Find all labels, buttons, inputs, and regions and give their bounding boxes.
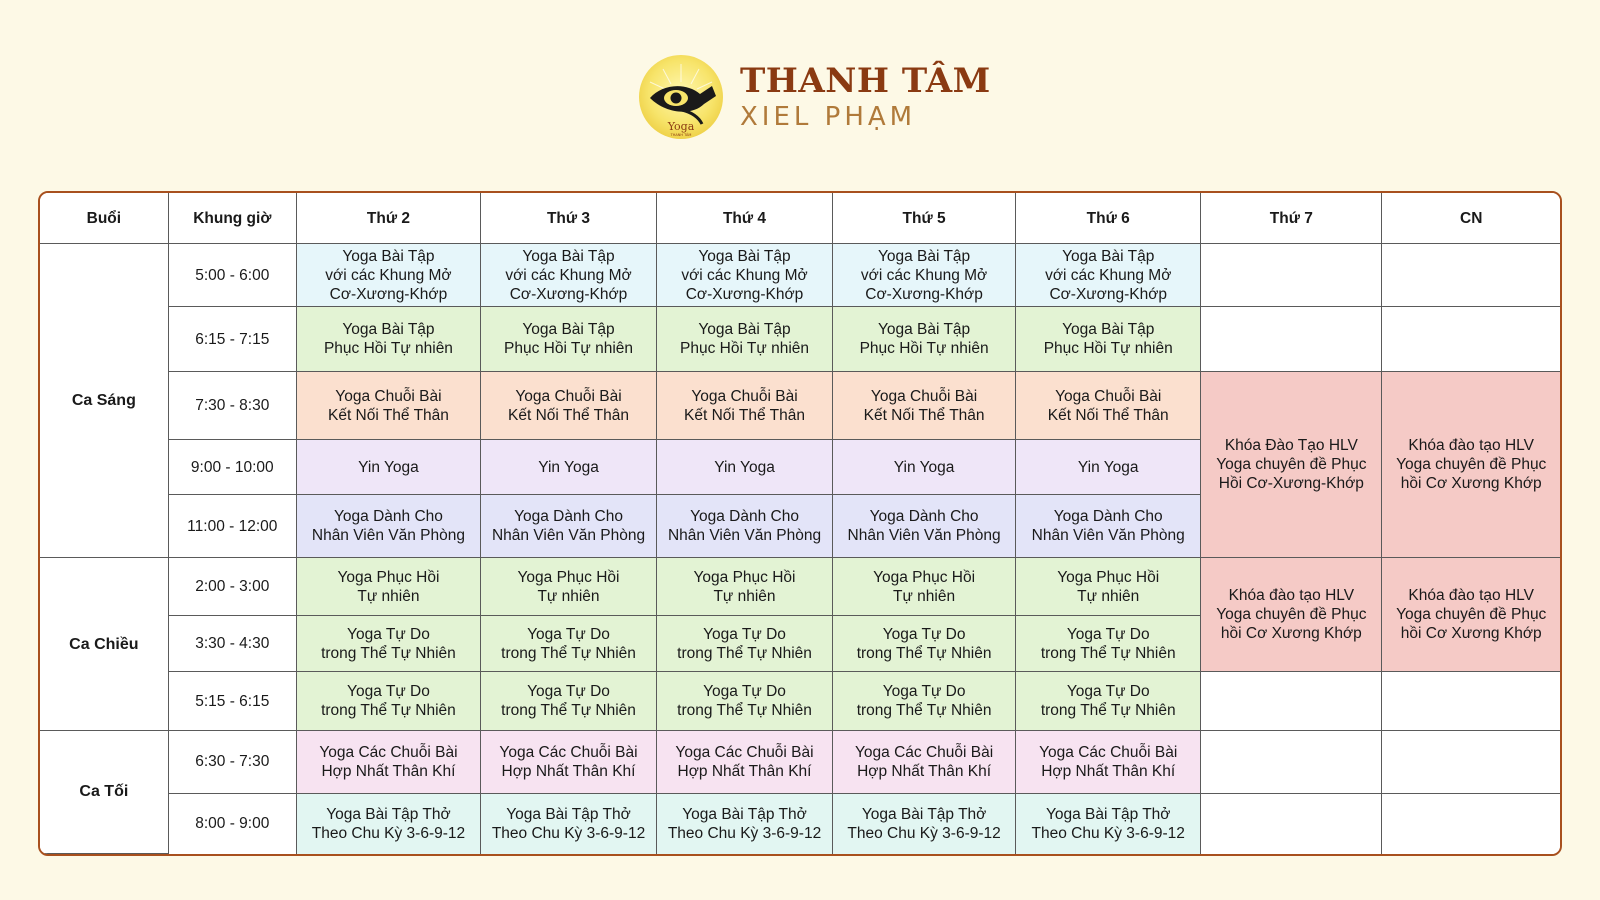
empty-cell — [1201, 793, 1382, 853]
empty-cell — [1201, 672, 1382, 731]
class-cell: Yoga Tự Do trong Thể Tự Nhiên — [296, 616, 480, 672]
class-cell: Yoga Bài Tập Thở Theo Chu Kỳ 3-6-9-12 — [1016, 793, 1201, 853]
class-cell: Yoga Các Chuỗi Bài Hợp Nhất Thân Khí — [481, 730, 657, 793]
class-cell: Yoga Tự Do trong Thể Tự Nhiên — [481, 672, 657, 731]
time-slot: 7:30 - 8:30 — [168, 372, 296, 440]
yoga-logo — [638, 54, 724, 140]
class-cell: Yoga Tự Do trong Thể Tự Nhiên — [1016, 672, 1201, 731]
training-course-cell: Khóa đào tạo HLV Yoga chuyên đề Phục hồi Cơ Xương Khớp — [1201, 558, 1382, 672]
class-cell: Yoga Bài Tập Phục Hồi Tự nhiên — [833, 307, 1016, 372]
empty-cell — [1201, 244, 1382, 307]
class-cell: Yoga Bài Tập với các Khung Mở Cơ-Xương-Khớp — [833, 244, 1016, 307]
class-cell: Yoga Chuỗi Bài Kết Nối Thể Thân — [1016, 372, 1201, 440]
empty-cell — [1201, 730, 1382, 793]
table-row — [40, 372, 1560, 440]
table-row — [40, 730, 1560, 793]
class-cell: Yoga Phục Hồi Tự nhiên — [1016, 558, 1201, 616]
brand-subtitle: XIEL PHẠM — [740, 102, 917, 132]
header-cell: Thứ 4 — [657, 193, 833, 244]
class-cell: Yoga Bài Tập Thở Theo Chu Kỳ 3-6-9-12 — [481, 793, 657, 853]
empty-cell — [1382, 672, 1560, 731]
table-row — [40, 793, 1560, 853]
time-slot: 5:15 - 6:15 — [168, 672, 296, 731]
time-slot: 6:15 - 7:15 — [168, 307, 296, 372]
class-cell: Yoga Bài Tập với các Khung Mở Cơ-Xương-Khớp — [657, 244, 833, 307]
time-slot: 8:00 - 9:00 — [168, 793, 296, 853]
class-cell: Yoga Dành Cho Nhân Viên Văn Phòng — [657, 495, 833, 558]
empty-cell — [1201, 307, 1382, 372]
class-cell: Yin Yoga — [296, 440, 480, 495]
class-cell: Yoga Chuỗi Bài Kết Nối Thể Thân — [296, 372, 480, 440]
class-cell: Yoga Các Chuỗi Bài Hợp Nhất Thân Khí — [657, 730, 833, 793]
class-cell: Yoga Các Chuỗi Bài Hợp Nhất Thân Khí — [1016, 730, 1201, 793]
header-row — [40, 193, 1560, 244]
class-cell: Yoga Dành Cho Nhân Viên Văn Phòng — [481, 495, 657, 558]
header-cell: CN — [1382, 193, 1560, 244]
class-cell: Yoga Các Chuỗi Bài Hợp Nhất Thân Khí — [296, 730, 480, 793]
time-slot: 9:00 - 10:00 — [168, 440, 296, 495]
class-cell: Yoga Phục Hồi Tự nhiên — [833, 558, 1016, 616]
class-cell: Yoga Bài Tập với các Khung Mở Cơ-Xương-Khớp — [481, 244, 657, 307]
header-cell: Thứ 5 — [833, 193, 1016, 244]
class-cell: Yoga Chuỗi Bài Kết Nối Thể Thân — [833, 372, 1016, 440]
header-cell: Thứ 6 — [1016, 193, 1201, 244]
session-label: Ca Sáng — [40, 244, 168, 558]
brand-text — [740, 61, 991, 132]
class-cell: Yoga Tự Do trong Thể Tự Nhiên — [1016, 616, 1201, 672]
training-course-cell: Khóa đào tạo HLV Yoga chuyên đề Phục hồi Cơ Xương Khớp — [1382, 372, 1560, 558]
session-label: Ca Tối — [40, 730, 168, 853]
time-slot: 5:00 - 6:00 — [168, 244, 296, 307]
class-cell: Yoga Bài Tập Phục Hồi Tự nhiên — [1016, 307, 1201, 372]
svg-text:Yoga: Yoga — [667, 120, 695, 133]
class-cell: Yoga Dành Cho Nhân Viên Văn Phòng — [1016, 495, 1201, 558]
training-course-cell: Khóa đào tạo HLV Yoga chuyên đề Phục hồi Cơ Xương Khớp — [1382, 558, 1560, 672]
empty-cell — [1382, 730, 1560, 793]
class-cell: Yoga Tự Do trong Thể Tự Nhiên — [657, 616, 833, 672]
class-cell: Yoga Bài Tập Thở Theo Chu Kỳ 3-6-9-12 — [833, 793, 1016, 853]
header-cell: Thứ 7 — [1201, 193, 1382, 244]
class-cell: Yoga Dành Cho Nhân Viên Văn Phòng — [296, 495, 480, 558]
class-cell: Yoga Bài Tập Phục Hồi Tự nhiên — [296, 307, 480, 372]
class-cell: Yin Yoga — [481, 440, 657, 495]
class-cell: Yoga Tự Do trong Thể Tự Nhiên — [481, 616, 657, 672]
class-cell: Yoga Phục Hồi Tự nhiên — [481, 558, 657, 616]
class-cell: Yoga Tự Do trong Thể Tự Nhiên — [833, 616, 1016, 672]
session-label: Ca Chiều — [40, 558, 168, 731]
time-slot: 6:30 - 7:30 — [168, 730, 296, 793]
training-course-cell: Khóa Đào Tạo HLV Yoga chuyên đề Phục Hồi Cơ-Xương-Khớp — [1201, 372, 1382, 558]
class-cell: Yoga Bài Tập với các Khung Mở Cơ-Xương-Khớp — [1016, 244, 1201, 307]
table-row — [40, 672, 1560, 731]
brand-name: THANH TÂM — [740, 61, 991, 101]
schedule-table — [38, 191, 1562, 856]
class-cell: Yin Yoga — [833, 440, 1016, 495]
class-cell: Yoga Tự Do trong Thể Tự Nhiên — [296, 672, 480, 731]
class-cell: Yoga Bài Tập Thở Theo Chu Kỳ 3-6-9-12 — [296, 793, 480, 853]
empty-cell — [1382, 244, 1560, 307]
time-slot: 3:30 - 4:30 — [168, 616, 296, 672]
class-cell: Yoga Bài Tập Phục Hồi Tự nhiên — [657, 307, 833, 372]
svg-text:THANH TÂM: THANH TÂM — [670, 133, 692, 137]
class-cell: Yin Yoga — [657, 440, 833, 495]
class-cell: Yoga Chuỗi Bài Kết Nối Thể Thân — [657, 372, 833, 440]
class-cell: Yoga Chuỗi Bài Kết Nối Thể Thân — [481, 372, 657, 440]
class-cell: Yin Yoga — [1016, 440, 1201, 495]
class-cell: Yoga Phục Hồi Tự nhiên — [296, 558, 480, 616]
time-slot: 11:00 - 12:00 — [168, 495, 296, 558]
class-cell: Yoga Bài Tập Phục Hồi Tự nhiên — [481, 307, 657, 372]
empty-cell — [1382, 793, 1560, 853]
table-row — [40, 244, 1560, 307]
header-cell: Khung giờ — [168, 193, 296, 244]
class-cell: Yoga Các Chuỗi Bài Hợp Nhất Thân Khí — [833, 730, 1016, 793]
class-cell: Yoga Bài Tập với các Khung Mở Cơ-Xương-Khớp — [296, 244, 480, 307]
header-cell: Thứ 3 — [481, 193, 657, 244]
class-cell: Yoga Dành Cho Nhân Viên Văn Phòng — [833, 495, 1016, 558]
table-row — [40, 558, 1560, 616]
empty-cell — [1382, 307, 1560, 372]
class-cell: Yoga Tự Do trong Thể Tự Nhiên — [657, 672, 833, 731]
class-cell: Yoga Tự Do trong Thể Tự Nhiên — [833, 672, 1016, 731]
class-cell: Yoga Phục Hồi Tự nhiên — [657, 558, 833, 616]
class-cell: Yoga Bài Tập Thở Theo Chu Kỳ 3-6-9-12 — [657, 793, 833, 853]
header-cell: Thứ 2 — [296, 193, 480, 244]
header-cell: Buổi — [40, 193, 168, 244]
time-slot: 2:00 - 3:00 — [168, 558, 296, 616]
table-row — [40, 307, 1560, 372]
brand-header — [638, 54, 991, 140]
